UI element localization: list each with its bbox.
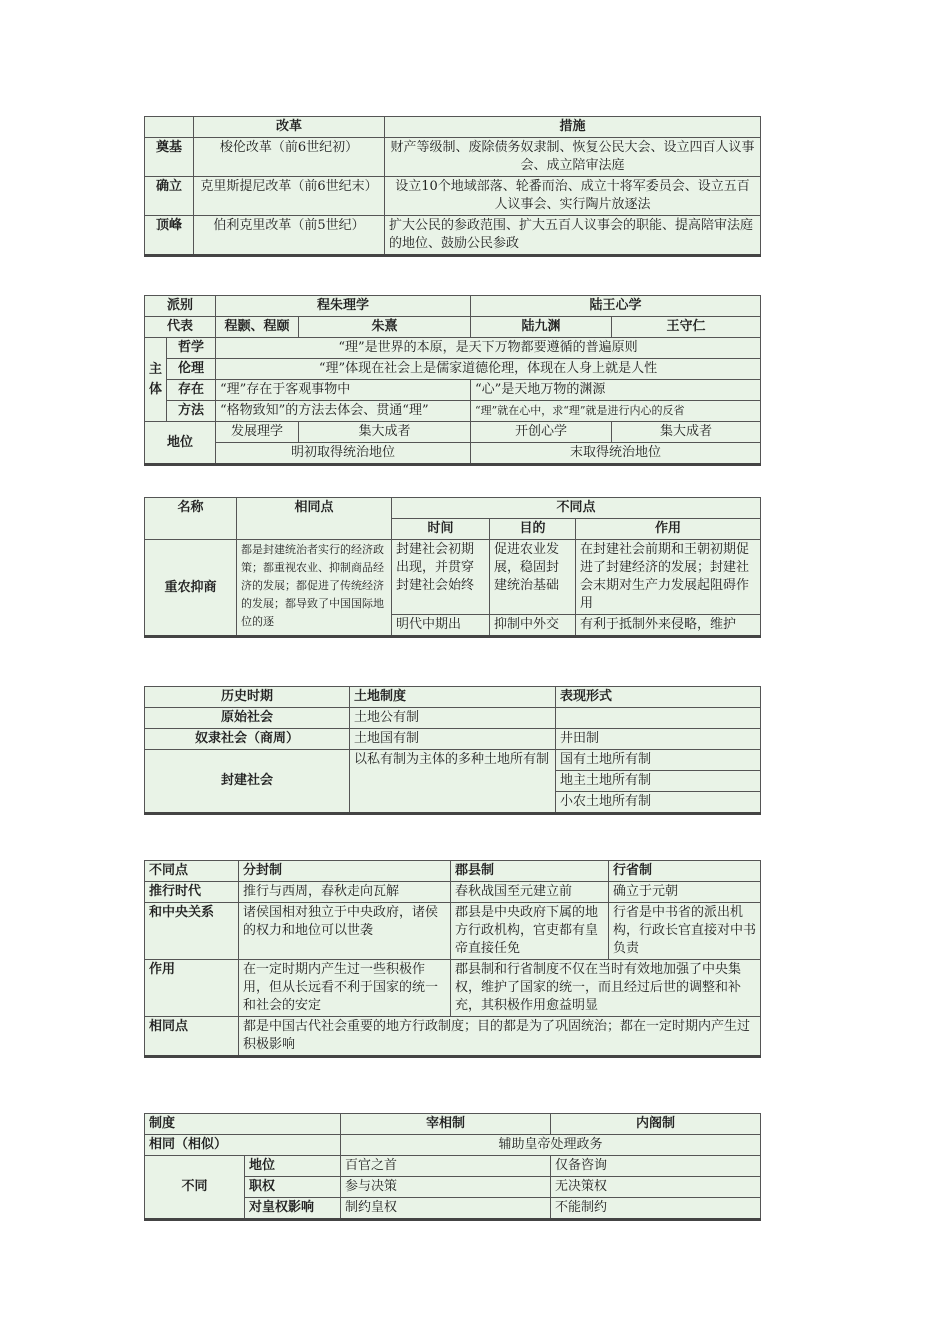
same-label: 相同（相似） bbox=[145, 1135, 341, 1156]
feudal-form: 国有土地所有制 bbox=[556, 750, 761, 771]
diff-label: 不同点 bbox=[392, 498, 761, 519]
header-diff: 不同点 bbox=[145, 861, 239, 882]
table-row bbox=[145, 708, 761, 729]
neige-header: 内阁制 bbox=[551, 1114, 761, 1135]
header-reform: 改革 bbox=[194, 117, 385, 138]
header-empty bbox=[145, 117, 194, 138]
purpose-cell-2: 抑制中外交 bbox=[490, 615, 576, 637]
zhexue-cell: “理”是世界的本原，是天下万物都要遵循的普遍原则 bbox=[216, 338, 761, 359]
effect-label: 作用 bbox=[145, 960, 239, 1017]
row-label: 对皇权影响 bbox=[245, 1198, 341, 1220]
stage-cell: 确立 bbox=[145, 177, 194, 216]
status-left-2: 明初取得统治地位 bbox=[216, 443, 471, 465]
cunzai-label: 存在 bbox=[167, 380, 216, 401]
stage-cell: 奠基 bbox=[145, 138, 194, 177]
row-label: 地位 bbox=[245, 1156, 341, 1177]
same-label: 相同点 bbox=[145, 1017, 239, 1057]
fangfa-left: “格物致知”的方法去体会、贯通“理” bbox=[216, 401, 471, 422]
header-junxian: 郡县制 bbox=[451, 861, 609, 882]
table-row bbox=[145, 882, 761, 903]
neige-cell: 仅备咨询 bbox=[551, 1156, 761, 1177]
status-cell: 集大成者 bbox=[299, 422, 471, 443]
land-system-table bbox=[144, 686, 761, 815]
fenfeng-cell: 推行与西周，春秋走向瓦解 bbox=[239, 882, 451, 903]
zaixiang-cell: 参与决策 bbox=[341, 1177, 551, 1198]
header-period: 历史时期 bbox=[145, 687, 350, 708]
table-row bbox=[145, 1156, 761, 1177]
fenfeng-cell: 诸侯国相对独立于中央政府，诸侯的权力和地位可以世袭 bbox=[239, 903, 451, 960]
time-cell-2: 明代中期出 bbox=[392, 615, 490, 637]
table-row bbox=[145, 903, 761, 960]
feudal-system: 以私有制为主体的多种土地所有制 bbox=[350, 750, 556, 814]
agriculture-policy-table bbox=[144, 497, 761, 638]
system-cell: 土地公有制 bbox=[350, 708, 556, 729]
status-right-2: 末取得统治地位 bbox=[471, 443, 761, 465]
header-measures: 措施 bbox=[385, 117, 761, 138]
form-cell bbox=[556, 708, 761, 729]
rep-cell: 王守仁 bbox=[612, 317, 761, 338]
effect-header: 作用 bbox=[576, 519, 761, 540]
measures-cell: 财产等级制、废除债务奴隶制、恢复公民大会、设立四百人议事会、成立陪审法庭 bbox=[385, 138, 761, 177]
diff-label: 不同 bbox=[145, 1156, 245, 1220]
zaixiang-cell: 百官之首 bbox=[341, 1156, 551, 1177]
main-label-2: 体 bbox=[148, 381, 162, 397]
feudal-form: 地主土地所有制 bbox=[556, 771, 761, 792]
zhexue-label: 哲学 bbox=[167, 338, 216, 359]
measures-cell: 设立10个地域部落、轮番而治、成立十将军委员会、设立五百人议事会、实行陶片放逐法 bbox=[385, 177, 761, 216]
reform-cell: 梭伦改革（前6世纪初） bbox=[194, 138, 385, 177]
xingsheng-cell: 确立于元朝 bbox=[609, 882, 761, 903]
row-name: 重农抑商 bbox=[145, 540, 237, 637]
status-cell: 发展理学 bbox=[216, 422, 299, 443]
rep-cell: 朱熹 bbox=[299, 317, 471, 338]
cheng-zhu-header: 程朱理学 bbox=[216, 296, 471, 317]
lunli-label: 伦理 bbox=[167, 359, 216, 380]
fangfa-label: 方法 bbox=[167, 401, 216, 422]
header-form: 表现形式 bbox=[556, 687, 761, 708]
period-cell: 奴隶社会（商周） bbox=[145, 729, 350, 750]
effect-junxian-xingsheng: 郡县制和行省制度不仅在当时有效地加强了中央集权，维护了国家的统一，而且经过后世的调整和补充，其积极作用愈益明显 bbox=[451, 960, 761, 1017]
fangfa-right: “理”就在心中，求“理”就是进行内心的反省 bbox=[471, 401, 761, 422]
period-cell: 原始社会 bbox=[145, 708, 350, 729]
status-cell: 开创心学 bbox=[471, 422, 612, 443]
cunzai-right: “心”是天地万物的渊源 bbox=[471, 380, 761, 401]
purpose-cell: 促进农业发展，稳固封建统治基础 bbox=[490, 540, 576, 615]
row-label: 和中央关系 bbox=[145, 903, 239, 960]
feudal-period: 封建社会 bbox=[145, 750, 350, 814]
header-xingsheng: 行省制 bbox=[609, 861, 761, 882]
feudal-form: 小农土地所有制 bbox=[556, 792, 761, 814]
stage-cell: 顶峰 bbox=[145, 216, 194, 256]
table-row bbox=[145, 177, 761, 216]
reform-cell: 克里斯提尼改革（前6世纪末） bbox=[194, 177, 385, 216]
table-row bbox=[145, 729, 761, 750]
effect-fenfeng: 在一定时期内产生过一些积极作用，但从长远看不利于国家的统一和社会的安定 bbox=[239, 960, 451, 1017]
cunzai-left: “理”存在于客观事物中 bbox=[216, 380, 471, 401]
junxian-cell: 春秋战国至元建立前 bbox=[451, 882, 609, 903]
system-cell: 土地国有制 bbox=[350, 729, 556, 750]
rep-label: 代表 bbox=[145, 317, 216, 338]
neige-cell: 无决策权 bbox=[551, 1177, 761, 1198]
row-label: 职权 bbox=[245, 1177, 341, 1198]
form-cell: 井田制 bbox=[556, 729, 761, 750]
time-header: 时间 bbox=[392, 519, 490, 540]
system-label: 制度 bbox=[145, 1114, 341, 1135]
effect-cell-2: 有利于抵制外来侵略，维护 bbox=[576, 615, 761, 637]
junxian-cell: 郡县是中央政府下属的地方行政机构，官吏都有皇帝直接任免 bbox=[451, 903, 609, 960]
same-cell: 都是中国古代社会重要的地方行政制度；目的都是为了巩固统治；都在一定时期内产生过积极影响 bbox=[239, 1017, 761, 1057]
neige-cell: 不能制约 bbox=[551, 1198, 761, 1220]
name-label: 名称 bbox=[145, 498, 237, 540]
rep-cell: 陆九渊 bbox=[471, 317, 612, 338]
effect-cell: 在封建社会前期和王朝初期促进了封建经济的发展；封建社会末期对生产力发展起阻碍作用 bbox=[576, 540, 761, 615]
faction-label: 派别 bbox=[145, 296, 216, 317]
zaixiang-cell: 制约皇权 bbox=[341, 1198, 551, 1220]
measures-cell: 扩大公民的参政范围、扩大五百人议事会的职能、提高陪审法庭的地位、鼓励公民参政 bbox=[385, 216, 761, 256]
local-admin-table bbox=[144, 860, 761, 1058]
lu-wang-header: 陆王心学 bbox=[471, 296, 761, 317]
same-cell: 都是封建统治者实行的经济政策；都重视农业、抑制商品经济的发展；都促进了传统经济的发展；都导致了中国国际地位的逐 bbox=[237, 540, 392, 637]
status-label: 地位 bbox=[145, 422, 216, 465]
header-fenfeng: 分封制 bbox=[239, 861, 451, 882]
reform-cell: 伯利克里改革（前5世纪） bbox=[194, 216, 385, 256]
main-body-label bbox=[145, 338, 167, 422]
xingsheng-cell: 行省是中书省的派出机构，行政长官直接对中书负责 bbox=[609, 903, 761, 960]
chancellor-cabinet-table bbox=[144, 1113, 761, 1221]
header-system: 土地制度 bbox=[350, 687, 556, 708]
row-label: 推行时代 bbox=[145, 882, 239, 903]
same-cell: 辅助皇帝处理政务 bbox=[341, 1135, 761, 1156]
neo-confucian-table bbox=[144, 295, 761, 466]
athens-reform-table bbox=[144, 116, 761, 257]
purpose-header: 目的 bbox=[490, 519, 576, 540]
same-label: 相同点 bbox=[237, 498, 392, 540]
table-row bbox=[145, 216, 761, 256]
rep-cell: 程颢、程颐 bbox=[216, 317, 299, 338]
status-cell: 集大成者 bbox=[612, 422, 761, 443]
zaixiang-header: 宰相制 bbox=[341, 1114, 551, 1135]
lunli-cell: “理”体现在社会上是儒家道德伦理，体现在人身上就是人性 bbox=[216, 359, 761, 380]
time-cell: 封建社会初期出现，并贯穿封建社会始终 bbox=[392, 540, 490, 615]
main-label-1: 主 bbox=[148, 361, 162, 377]
table-row bbox=[145, 138, 761, 177]
